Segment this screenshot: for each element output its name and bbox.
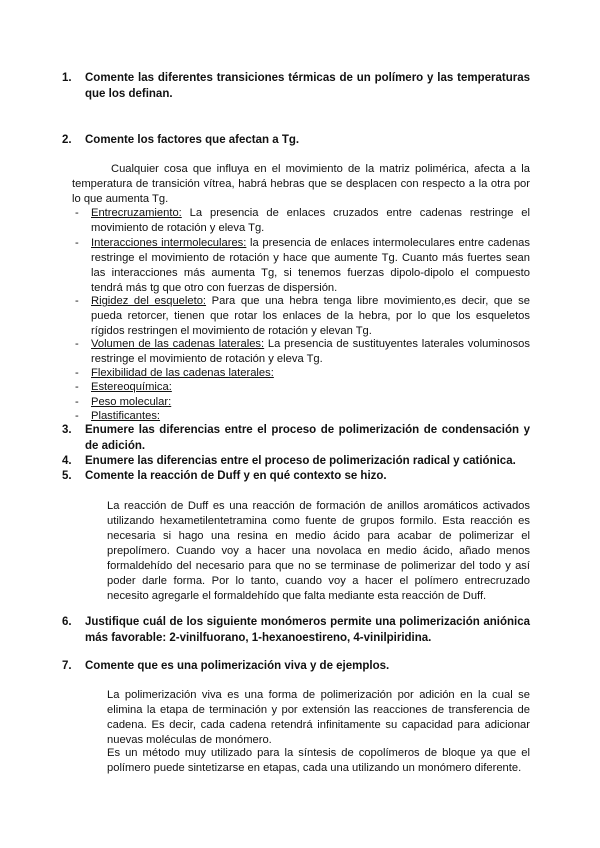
question-4 <box>62 454 530 470</box>
factor-label: Peso molecular: <box>91 396 172 408</box>
question-text: Comente que es una polimerización viva y de ejemplos. <box>85 660 390 672</box>
question-number: 3. <box>62 424 72 436</box>
bullet-dash: - <box>75 410 79 422</box>
factor-text: La presencia de sustituyentes laterales voluminosos restringe el movimiento de rotación y eleva Tg. <box>91 338 530 365</box>
factor-label: Interacciones intermoleculares: <box>91 237 247 249</box>
factor-text: La presencia de enlaces cruzados entre cadenas restringe el movimiento de rotación y eleva Tg. <box>91 207 530 234</box>
question-text: Comente las diferentes transiciones térmicas de un polímero y las temperaturas que los definan. <box>85 72 530 100</box>
bullet-dash: - <box>75 367 79 379</box>
factor-item <box>75 206 530 236</box>
factor-label: Plastificantes: <box>91 410 161 422</box>
bullet-dash: - <box>75 237 79 249</box>
question-number: 6. <box>62 616 72 628</box>
factor-label: Entrecruzamiento: <box>91 207 182 219</box>
question-number: 1. <box>62 72 72 84</box>
factor-item <box>75 236 530 296</box>
bullet-dash: - <box>75 338 79 350</box>
factor-item <box>75 380 530 395</box>
question-number: 2. <box>62 134 72 146</box>
factor-item <box>75 337 530 367</box>
factor-label: Estereoquímica: <box>91 381 172 393</box>
question-2 <box>62 133 530 149</box>
question-text: Comente los factores que afectan a Tg. <box>85 134 300 146</box>
factor-text: la presencia de enlaces intermoleculares entre cadenas restringe el movimiento de rotación y hace que aumente Tg. Cuanto más fuertes sean las interacciones más aumenta Tg, si tenemos fuerzas dipolo-dipolo el compuesto tendrá más tg que otro con fuerzas de dispersión. <box>91 237 530 294</box>
factor-item <box>75 294 530 339</box>
question-3 <box>62 423 530 454</box>
question-text: Comente la reacción de Duff y en qué contexto se hizo. <box>85 470 387 482</box>
tg-intro-paragraph: Cualquier cosa que influya en el movimiento de la matriz polimérica, afecta a la temperatura de transición vítrea, habrá hebras que se desplacen con respecto a la otra por lo que aumenta Tg. <box>72 163 530 205</box>
factor-item <box>75 409 530 424</box>
question-7 <box>62 659 530 675</box>
factor-text: Para que una hebra tenga libre movimiento,es decir, que se pueda retorcer, tienen que rotar los enlaces de la hebra, por lo que los esqueletos rígidos restringen el movimiento de rotación y elevan Tg. <box>91 295 530 337</box>
question-number: 4. <box>62 455 72 467</box>
bullet-dash: - <box>75 207 79 219</box>
question-text: Enumere las diferencias entre el proceso de polimerización radical y catiónica. <box>85 455 516 467</box>
question-number: 5. <box>62 470 72 482</box>
question-6 <box>62 615 530 646</box>
factor-label: Flexibilidad de las cadenas laterales: <box>91 367 274 379</box>
duff-answer-paragraph: La reacción de Duff es una reacción de formación de anillos aromáticos activados utilizando hexametilentetramina como fuente de grupos formilo. Esta reacción es necesaria si hago una resina en medio ácido para acabar de polimerizar el prepolímero. Cuando voy a hacer una novolaca en medio ácido, añado menos formaldehído del necesario para que no se terminase de polimerizar del todo y así poder darle forma. Por lo tanto, cuando voy a hacer el polímero entrecruzado necesito agregarle el formaldehído que falta mediante esta reacción de Duff. <box>107 500 530 602</box>
question-1 <box>62 71 530 102</box>
question-text: Enumere las diferencias entre el proceso de polimerización de condensación y de adición. <box>85 424 530 452</box>
factor-item <box>75 395 530 410</box>
bullet-dash: - <box>75 295 79 307</box>
viva-answer-paragraph-2: Es un método muy utilizado para la síntesis de copolímeros de bloque ya que el polímero puede sintetizarse en etapas, cada una utilizando un monómero diferente. <box>107 747 530 774</box>
question-text: Justifique cuál de los siguiente monómeros permite una polimerización aniónica más favorable: 2-vinilfuorano, 1-hexanoestireno, 4-vinilpiridina. <box>85 616 530 644</box>
factor-label: Rigidez del esqueleto: <box>91 295 207 307</box>
bullet-dash: - <box>75 381 79 393</box>
viva-answer-paragraph: La polimerización viva es una forma de polimerización por adición en la cual se elimina la etapa de terminación y por extensión las reacciones de transferencia de cadena. Es decir, cada cadena retendrá infinitamente su capacidad para adicionar nuevas moléculas de monómero. <box>107 689 530 746</box>
factor-item <box>75 366 530 381</box>
factor-label: Volumen de las cadenas laterales: <box>91 338 265 350</box>
question-5 <box>62 469 530 485</box>
question-number: 7. <box>62 660 72 672</box>
bullet-dash: - <box>75 396 79 408</box>
